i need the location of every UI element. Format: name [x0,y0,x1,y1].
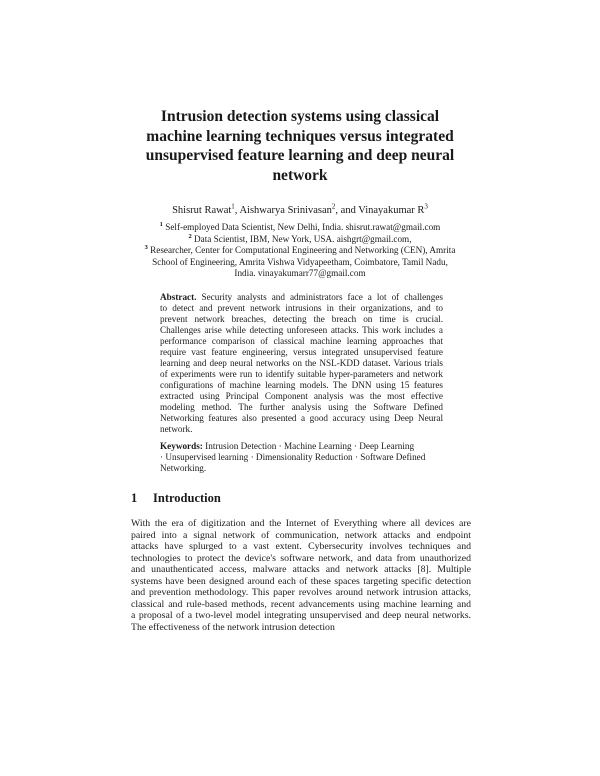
abstract-line: network. [160,424,193,434]
body-line: and unauthenticated access, malware attacks and network attacks [8]. Multiple [131,564,471,575]
abstract-line: configurations of machine learning models. The DNN using 15 features [160,380,443,390]
abstract-line: extracted using Principal Component analysis was the most effective [160,391,443,401]
body-line: systems have been designed around each of these spaces targeting specific detection [131,575,471,587]
abstract-line [160,292,443,303]
abstract-line: Networking features also presented a good accuracy using Deep Neural [160,413,443,423]
affiliation-text: Researcher, Center for Computational Engineering and Networking (CEN), Amrita [150,245,456,255]
section-title: Introduction [153,491,221,505]
keywords-line: · Unsupervised learning · Dimensionality Reduction · Software Defined [160,452,426,462]
abstract [160,292,443,435]
affiliation-mark: 1 [159,220,163,228]
keywords-line: Networking. [160,463,207,473]
keywords-line [160,441,443,452]
author-list [100,204,500,217]
body-line: attacks have splurged to a vast extent. Cybersecurity involves techniques and [131,541,471,552]
author-name: Aishwarya Srinivasan [239,205,332,216]
author-affiliation-mark: 2 [331,202,336,211]
abstract-line: of experiments were run to identify suitable hyper-parameters and network [160,369,443,379]
affiliation-line: India. vinayakumarr77@gmail.com [234,268,366,278]
body-line: a proposal of a two-level model integrating unsupervised and deep neural networks. [131,610,471,621]
body-line: The effectiveness of the network intrusion detection [131,621,335,633]
keywords [160,441,443,474]
affiliation-mark: 3 [144,243,148,251]
affiliation-line [110,234,490,246]
affiliation-line: School of Engineering, Amrita Vishwa Vidyapeetham, Coimbatore, Tamil Nadu, [152,256,448,267]
title-line: network [272,166,328,184]
paper-title [130,107,470,185]
title-line: Intrusion detection systems using classical [160,108,440,125]
affiliations [110,222,490,280]
keywords-label: Keywords: [160,441,203,451]
introduction-text [131,518,471,633]
abstract-line: modeling method. The further analysis using the Software Defined [160,402,443,412]
affiliation-line [110,245,490,257]
abstract-line: require vast feature engineering, versus integrated unsupervised feature [160,347,443,357]
abstract-line: prevent network breaches, detecting the breach on time is crucial. [160,314,443,324]
abstract-line: to detect and prevent network intrusions in their organizations, and to [160,303,443,313]
author-separator: , [234,205,240,216]
section-number: 1 [131,491,138,505]
author-name: Shisrut Rawat [172,205,232,216]
abstract-line: Challenges arise while detecting unforeseen attacks. This work includes a [160,325,443,335]
affiliation-text: Self-employed Data Scientist, New Delhi, India. shisrut.rawat@gmail.com [165,222,441,232]
abstract-line: performance comparison of classical machine learning approaches that [160,336,443,346]
abstract-label: Abstract. [160,292,197,302]
affiliation-text: Data Scientist, IBM, New York, USA. aishgrt@gmail.com, [194,233,412,244]
body-line: paired into a signal network of communication, network attacks and endpoint [131,529,471,541]
author-affiliation-mark: 3 [424,202,428,211]
title-line: unsupervised feature learning and deep neural [145,147,455,164]
author-name: Vinayakumar R [358,205,425,216]
title-line: machine learning techniques versus integrated [146,127,454,145]
body-line: technologies to protect the device's software network, and data from unauthorized [131,552,471,564]
abstract-text: Security analysts and administrators face a lot of challenges [196,292,443,302]
abstract-line: learning and deep neural networks on the NSL-KDD dataset. Various trials [160,358,443,368]
body-line: and prevention methodology. This paper revolves around network intrusion attacks, [131,587,471,598]
affiliation-mark: 2 [188,232,192,240]
keywords-text: Intrusion Detection · Machine Learning · Deep Learning [202,441,415,451]
body-line: With the era of digitization and the Internet of Everything where all devices are [131,518,471,529]
body-line: classical and rule-based methods, recent advancements using machine learning and [131,598,471,610]
author-affiliation-mark: 1 [231,202,235,211]
author-separator: , and [335,205,359,216]
section-heading [131,491,221,506]
affiliation-line [110,222,490,234]
